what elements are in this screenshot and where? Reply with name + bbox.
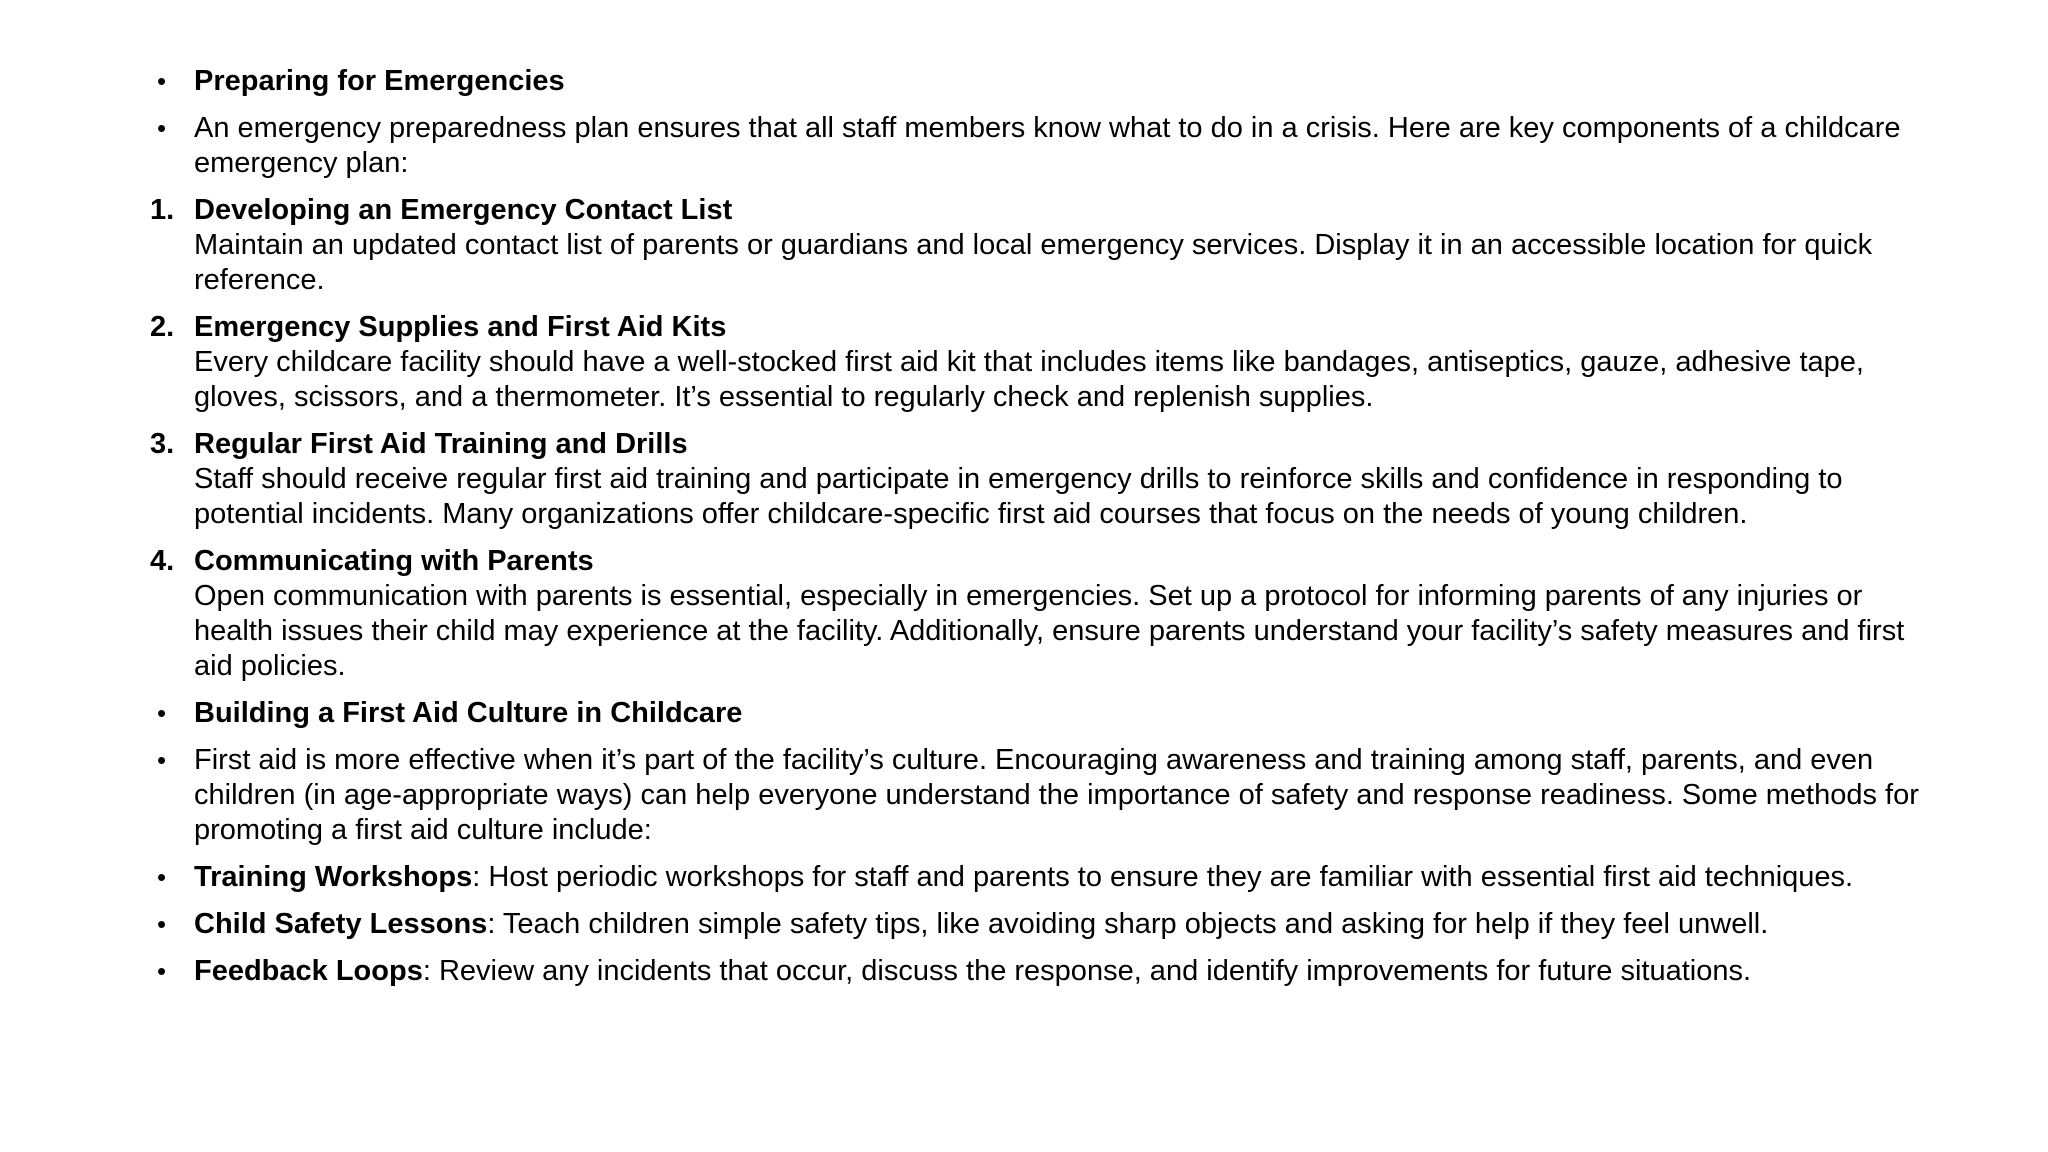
bullet-text: First aid is more effective when it’s part of the facility’s culture. Encouraging awareness and training among staff, parents, and even children (in age-appropriate ways) can help everyone understand the importance of safety and response readiness. Some methods for promoting a first aid culture include: — [194, 744, 1919, 846]
numbered-item — [150, 544, 1925, 684]
bullet-marker: • — [157, 745, 167, 775]
number-marker: 4. — [150, 545, 175, 577]
bullet-marker: • — [157, 909, 167, 939]
item-heading: Emergency Supplies and First Aid Kits — [194, 311, 727, 343]
item-text: Every childcare facility should have a well-stocked first aid kit that includes items like bandages, antiseptics, gauze, adhesive tape, gloves, scissors, and a thermometer. It’s essential to regularly check and replenish supplies. — [194, 346, 1864, 413]
bullet-term: Training Workshops — [194, 861, 473, 893]
bullet-text: : Teach children simple safety tips, like avoiding sharp objects and asking for help if they feel unwell. — [487, 908, 1769, 940]
bullet-item — [150, 64, 1925, 99]
bullet-item — [150, 907, 1925, 942]
bullet-text: An emergency preparedness plan ensures that all staff members know what to do in a crisis. Here are key components of a childcare emergency plan: — [194, 112, 1901, 179]
bullet-item — [150, 860, 1925, 895]
bullet-item — [150, 954, 1925, 989]
bullet-marker: • — [157, 698, 167, 728]
bullet-text: : Host periodic workshops for staff and parents to ensure they are familiar with essential first aid techniques. — [472, 861, 1854, 893]
bullet-marker: • — [157, 956, 167, 986]
numbered-item — [150, 193, 1925, 298]
bullet-marker: • — [157, 113, 167, 143]
section-heading: Building a First Aid Culture in Childcare — [194, 697, 743, 729]
bullet-marker: • — [157, 66, 167, 96]
section-heading: Preparing for Emergencies — [194, 65, 565, 97]
bullet-item — [150, 111, 1925, 181]
bullet-item — [150, 743, 1925, 848]
slide-body — [150, 64, 1925, 1001]
bullet-marker: • — [157, 862, 167, 892]
number-marker: 1. — [150, 194, 175, 226]
item-text: Maintain an updated contact list of parents or guardians and local emergency services. Display it in an accessible location for quick reference. — [194, 229, 1873, 296]
item-text: Staff should receive regular first aid training and participate in emergency drills to reinforce skills and confidence in responding to potential incidents. Many organizations offer childcare-specific first aid courses that focus on the needs of young children. — [194, 463, 1843, 530]
bullet-text: : Review any incidents that occur, discuss the response, and identify improvements for future situations. — [422, 955, 1752, 987]
bullet-term: Child Safety Lessons — [194, 908, 488, 940]
item-text: Open communication with parents is essential, especially in emergencies. Set up a protocol for informing parents of any injuries or health issues their child may experience at the facility. Additionally, ensure parents understand your facility’s safety measures and first aid policies. — [194, 580, 1905, 682]
number-marker: 2. — [150, 311, 175, 343]
numbered-item — [150, 427, 1925, 532]
item-heading: Regular First Aid Training and Drills — [194, 428, 688, 460]
bullet-term: Feedback Loops — [194, 955, 423, 987]
item-heading: Communicating with Parents — [194, 545, 594, 577]
bullet-item — [150, 696, 1925, 731]
numbered-item — [150, 310, 1925, 415]
item-heading: Developing an Emergency Contact List — [194, 194, 733, 226]
number-marker: 3. — [150, 428, 175, 460]
